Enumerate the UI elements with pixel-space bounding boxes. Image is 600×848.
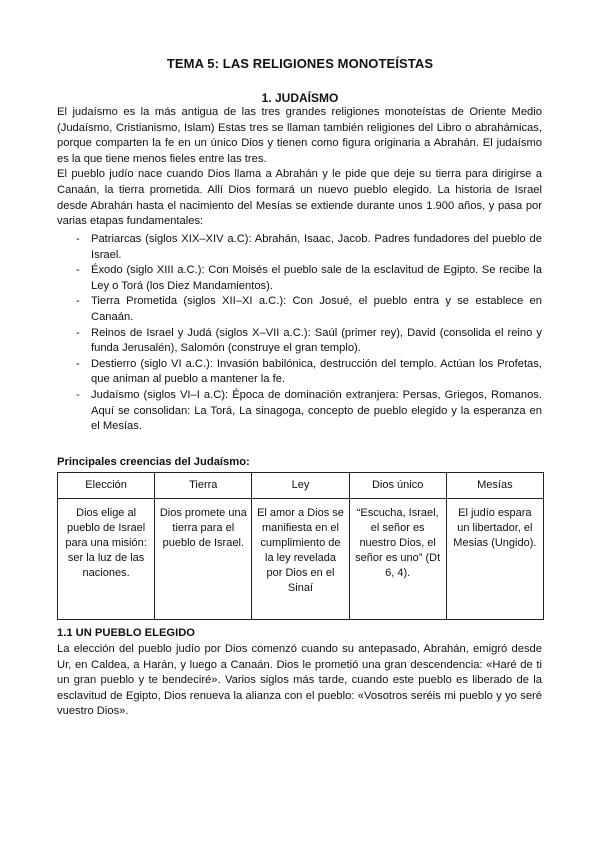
list-dash: - — [76, 388, 80, 401]
list-item — [57, 326, 542, 357]
table-cell: Dios elige al pueblo de Israel para una misión: ser la luz de las naciones. — [58, 499, 155, 620]
table-header-cell: Tierra — [155, 473, 252, 499]
list-dash: - — [76, 326, 80, 339]
list-dash: - — [76, 264, 80, 277]
intro-paragraph: El judaísmo es la más antigua de las tres grandes religiones monoteístas de Oriente Medio (Judaísmo, Cristianismo, Islam) Estas tres se llaman también religiones del Libro o abrahámicas, porque comparten la fe en un único Dios y tienen como figura originaria a Abrahán. El judaísmo es la que tiene menos fieles entre las tres. — [57, 106, 542, 165]
list-dash: - — [76, 357, 80, 370]
table-row — [58, 499, 544, 620]
beliefs-table — [57, 472, 544, 620]
list-item-text: Éxodo (siglo XIII a.C.): Con Moisés el pueblo sale de la esclavitud de Egipto. Se recibe la Ley o Torá (los Diez Mandamientos). — [91, 264, 542, 292]
page-title: TEMA 5: LAS RELIGIONES MONOTEÍSTAS — [166, 56, 434, 71]
list-dash: - — [76, 295, 80, 308]
list-item-text: Judaísmo (siglos VI–I a.C): Época de dominación extranjera: Persas, Griegos, Romanos. Aquí se consolidan: La Torá, La sinagoga, concepto de pueblo elegido y la esperanza en el Mesías. — [91, 388, 542, 433]
subsection-title: 1.1 UN PUEBLO ELEGIDO — [57, 627, 196, 639]
table-header-cell: Dios único — [349, 473, 446, 499]
list-item-text: Patriarcas (siglos XIX–XIV a.C): Abrahán, Isaac, Jacob. Padres fundadores del pueblo de Israel. — [91, 233, 542, 261]
list-item-text: Destierro (siglo VI a.C.): Invasión babilónica, destrucción del templo. Actúan los Profetas, que animan al pueblo a mantener la fe. — [91, 357, 542, 386]
list-item — [57, 388, 542, 435]
list-item — [57, 263, 542, 294]
stages-list — [57, 232, 542, 435]
intro-paragraph: El pueblo judío nace cuando Dios llama a Abrahán y le pide que deje su tierra para dirigirse a Canaán, la tierra prometida. Allí Dios formará un nuevo pueblo elegido. La historia de Israel desde Abrahán hasta el nacimiento del Mesías se extiende durante unos 1.900 años, y pasa por varias etapas fundamentales: — [57, 168, 542, 228]
table-header-row — [58, 473, 544, 499]
table-cell: El amor a Dios se manifiesta en el cumplimiento de la ley revelada por Dios en el Sinaí — [252, 499, 349, 620]
list-item-text: Reinos de Israel y Judá (siglos X–VII a.C.): Saúl (primer rey), David (consolida el reino y funda Jerusalén), Salomón (construye el gran templo). — [91, 326, 542, 355]
list-item — [57, 294, 542, 325]
section-title-judaism: 1. JUDAÍSMO — [261, 91, 339, 105]
table-cell: El judío espara un libertador, el Mesias (Ungido). — [446, 499, 543, 620]
list-item — [57, 232, 542, 263]
election-paragraph: La elección del pueblo judío por Dios comenzó cuando su antepasado, Abrahán, emigró desde Ur, en Caldea, a Harán, y luego a Canaán. Dios le prometió una gran descendencia: «Haré de ti un gran pueblo y te bendeciré». Varios siglos más tarde, cuando este pueblo es liberado de la esclavitud de Egipto, Dios renueva la alianza con el pueblo: «Vosotros seréis mi pueblo y yo seré vuestro Dios». — [57, 643, 542, 718]
list-dash: - — [76, 233, 80, 245]
table-header-cell: Elección — [58, 473, 155, 499]
table-header-cell: Mesías — [446, 473, 543, 499]
table-cell: “Escucha, Israel, el señor es nuestro Dios, el señor es uno” (Dt 6, 4). — [349, 499, 446, 620]
list-item-text: Tierra Prometida (siglos XII–XI a.C.): Con Josué, el pueblo entra y se establece en Canaán. — [91, 295, 542, 323]
table-header-cell: Ley — [252, 473, 349, 499]
election-text — [57, 642, 542, 720]
beliefs-heading: Principales creencias del Judaísmo: — [57, 456, 250, 468]
table-cell: Dios promete una tierra para el pueblo de Israel. — [155, 499, 252, 620]
list-item — [57, 357, 542, 388]
intro-text — [57, 105, 542, 230]
